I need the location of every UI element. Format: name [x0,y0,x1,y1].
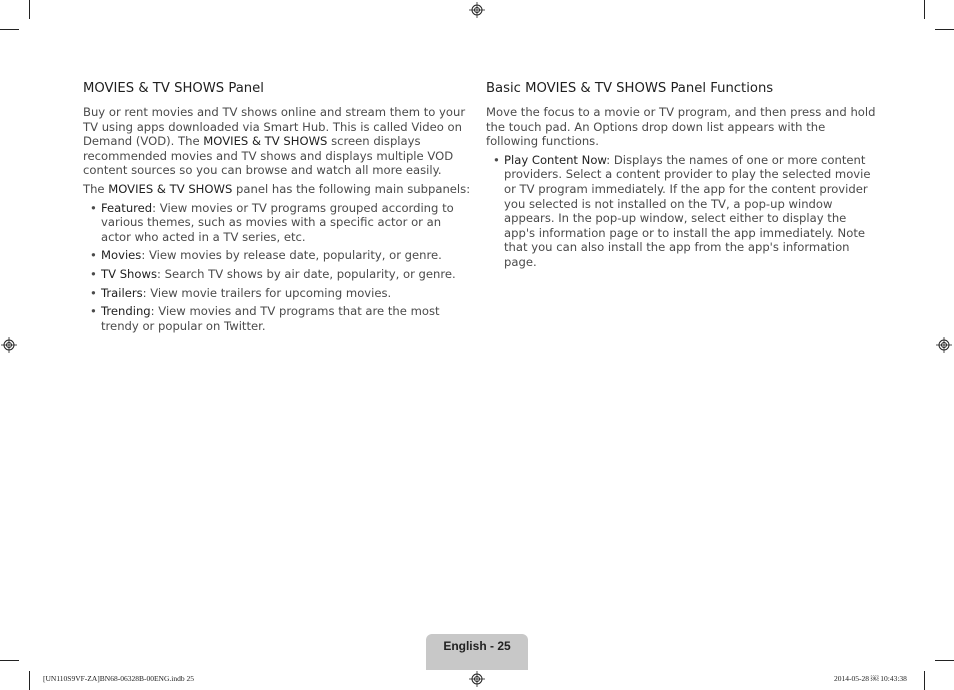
list-item [83,286,473,301]
item-term: Featured [101,200,153,215]
item-term: Play Content Now [504,152,607,167]
bullet: • [90,200,97,215]
section-heading: MOVIES & TV SHOWS Panel [83,81,264,96]
item-desc: : Displays the names of one or more content providers. Select a content provider to play the selected movie or TV program immediately. If the app for the content provider you selected is not installed on the TV, a pop-up window appears. In the pop-up window, select either to display the app's information page or to install the app immediately. Note that you can also install the app from the app's information page. [504,152,871,269]
section-heading: Basic MOVIES & TV SHOWS Panel Functions [486,81,774,96]
list-item [486,153,876,270]
subpanels-bold: MOVIES & TV SHOWS [108,181,233,196]
registration-mark-icon [1,337,17,353]
item-term: TV Shows [101,266,158,281]
print-slug-right: 2014-05-28 ￼ 10:43:38 [834,674,907,683]
list-item [83,304,473,333]
intro-paragraph: Move the focus to a movie or TV program, and then press and hold the touch pad. An Options drop down list appears with the following functions. [486,105,876,149]
intro-bold: MOVIES & TV SHOWS [203,134,328,149]
crop-mark [924,671,925,690]
subpanels-text: The [83,181,109,196]
intro-text: Buy or rent movies and TV shows online and stream them to your TV using apps downloaded via Smart Hub. This is called Video on Demand (VOD). The [83,105,466,149]
crop-mark [0,29,19,30]
function-list [486,153,876,270]
registration-mark-icon [469,671,485,687]
bullet: • [90,248,97,263]
item-desc: : View movies or TV programs grouped according to various themes, such as movies with a specific actor or an actor who acted in a TV series, etc. [101,200,454,244]
item-term: Trailers [101,285,143,300]
item-desc: : Search TV shows by air date, popularity, or genre. [157,266,456,281]
list-item [83,267,473,282]
list-item [83,201,473,245]
right-column [486,80,876,274]
item-term: Trending [101,304,151,319]
crop-mark [935,660,954,661]
item-desc: : View movies and TV programs that are the most trendy or popular on Twitter. [101,304,440,333]
registration-mark-icon [469,2,485,18]
item-desc: : View movie trailers for upcoming movies. [142,285,392,300]
bullet: • [90,304,97,319]
subpanels-text: panel has the following main subpanels: [232,181,471,196]
page-number-tab: English - 25 [426,634,528,670]
subpanels-paragraph [83,182,473,197]
registration-mark-icon [936,337,952,353]
crop-mark [935,29,954,30]
bullet: • [493,152,500,167]
subpanel-list [83,201,473,334]
intro-paragraph [83,105,473,178]
left-column [83,80,473,337]
intro-text: screen displays recommended movies and TV shows and displays multiple VOD content sources so you can browse and watch all more easily. [83,134,454,178]
crop-mark [29,671,30,690]
crop-mark [924,0,925,19]
print-slug-left: [UN110S9VF-ZA]BN68-06328B-00ENG.indb 25 [43,674,194,683]
item-term: Movies [101,248,142,263]
crop-mark [0,660,19,661]
item-desc: : View movies by release date, popularity, or genre. [141,248,442,263]
bullet: • [90,285,97,300]
crop-mark [29,0,30,19]
bullet: • [90,266,97,281]
list-item [83,248,473,263]
